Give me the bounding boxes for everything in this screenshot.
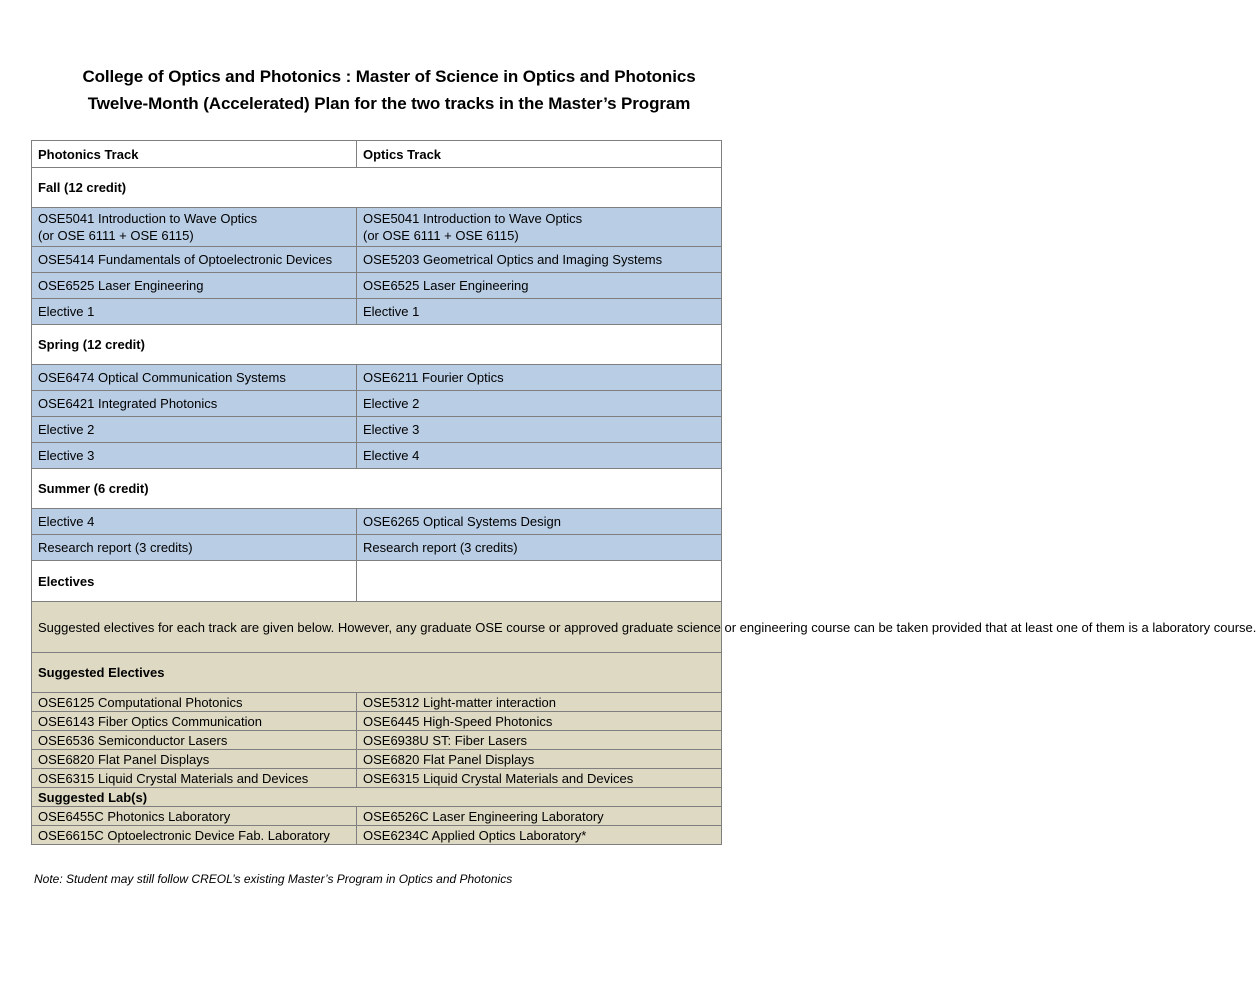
optics-cell: OSE6315 Liquid Crystal Materials and Devices <box>357 769 722 788</box>
photonics-cell: OSE5414 Fundamentals of Optoelectronic Devices <box>32 247 357 273</box>
photonics-cell: OSE6421 Integrated Photonics <box>32 391 357 417</box>
photonics-track-header: Photonics Track <box>32 141 357 168</box>
table-row <box>32 273 722 299</box>
photonics-cell: OSE6455C Photonics Laboratory <box>32 807 357 826</box>
suggested-electives-label: Suggested Electives <box>32 653 722 693</box>
table-row <box>32 750 722 769</box>
electives-label: Electives <box>32 561 357 602</box>
table-row <box>32 365 722 391</box>
optics-cell: OSE6211 Fourier Optics <box>357 365 722 391</box>
photonics-cell: Elective 2 <box>32 417 357 443</box>
table-row <box>32 769 722 788</box>
optics-cell: OSE6820 Flat Panel Displays <box>357 750 722 769</box>
photonics-cell: OSE6820 Flat Panel Displays <box>32 750 357 769</box>
optics-cell: Elective 4 <box>357 443 722 469</box>
optics-cell: OSE6234C Applied Optics Laboratory* <box>357 826 722 845</box>
electives-note-row <box>32 602 722 653</box>
optics-cell: OSE5312 Light-matter interaction <box>357 693 722 712</box>
optics-track-header: Optics Track <box>357 141 722 168</box>
spring-section-row <box>32 325 722 365</box>
optics-cell: OSE5203 Geometrical Optics and Imaging Systems <box>357 247 722 273</box>
photonics-cell: OSE6125 Computational Photonics <box>32 693 357 712</box>
table-row <box>32 509 722 535</box>
photonics-cell: Elective 1 <box>32 299 357 325</box>
optics-cell: OSE6525 Laser Engineering <box>357 273 722 299</box>
table-row <box>32 417 722 443</box>
course-line: OSE5041 Introduction to Wave Optics <box>363 211 583 226</box>
fall-section-row <box>32 168 722 208</box>
photonics-cell: OSE6536 Semiconductor Lasers <box>32 731 357 750</box>
table-row <box>32 731 722 750</box>
optics-cell: OSE6938U ST: Fiber Lasers <box>357 731 722 750</box>
optics-cell: OSE6445 High-Speed Photonics <box>357 712 722 731</box>
summer-label: Summer (6 credit) <box>32 469 722 509</box>
optics-cell: Elective 2 <box>357 391 722 417</box>
header-row <box>32 141 722 168</box>
optics-cell <box>357 208 722 247</box>
table-row <box>32 247 722 273</box>
table-row <box>32 208 722 247</box>
page-title: College of Optics and Photonics : Master of Science in Optics and Photonics <box>82 67 696 86</box>
suggested-electives-header-row <box>32 653 722 693</box>
table-row <box>32 693 722 712</box>
course-line: (or OSE 6111 + OSE 6115) <box>363 228 519 243</box>
footnote: Note: Student may still follow CREOL’s existing Master’s Program in Optics and Photonics <box>34 872 513 886</box>
course-line: OSE5041 Introduction to Wave Optics <box>38 211 258 226</box>
photonics-cell: OSE6474 Optical Communication Systems <box>32 365 357 391</box>
table-row <box>32 807 722 826</box>
fall-label: Fall (12 credit) <box>32 168 722 208</box>
optics-cell: Elective 3 <box>357 417 722 443</box>
table-row <box>32 712 722 731</box>
photonics-cell: Elective 3 <box>32 443 357 469</box>
electives-note: Suggested electives for each track are given below. However, any graduate OSE course or approved graduate science or engineering course can be taken provided that at least one of them is a laboratory course. <box>32 602 722 653</box>
optics-cell: Research report (3 credits) <box>357 535 722 561</box>
table-row <box>32 535 722 561</box>
table-row <box>32 391 722 417</box>
page-subtitle: Twelve-Month (Accelerated) Plan for the two tracks in the Master’s Program <box>87 94 691 113</box>
photonics-cell: OSE6315 Liquid Crystal Materials and Devices <box>32 769 357 788</box>
suggested-labs-label: Suggested Lab(s) <box>32 788 722 807</box>
empty-cell <box>357 561 722 602</box>
photonics-cell: OSE6143 Fiber Optics Communication <box>32 712 357 731</box>
summer-section-row <box>32 469 722 509</box>
electives-section-row <box>32 561 722 602</box>
suggested-labs-header-row <box>32 788 722 807</box>
photonics-cell: Elective 4 <box>32 509 357 535</box>
photonics-cell: OSE6525 Laser Engineering <box>32 273 357 299</box>
plan-table <box>31 140 1256 845</box>
table-row <box>32 826 722 845</box>
photonics-cell <box>32 208 357 247</box>
optics-cell: OSE6265 Optical Systems Design <box>357 509 722 535</box>
spring-label: Spring (12 credit) <box>32 325 722 365</box>
optics-cell: OSE6526C Laser Engineering Laboratory <box>357 807 722 826</box>
photonics-cell: OSE6615C Optoelectronic Device Fab. Laboratory <box>32 826 357 845</box>
optics-cell: Elective 1 <box>357 299 722 325</box>
table-row <box>32 299 722 325</box>
table-row <box>32 443 722 469</box>
photonics-cell: Research report (3 credits) <box>32 535 357 561</box>
course-line: (or OSE 6111 + OSE 6115) <box>38 228 194 243</box>
